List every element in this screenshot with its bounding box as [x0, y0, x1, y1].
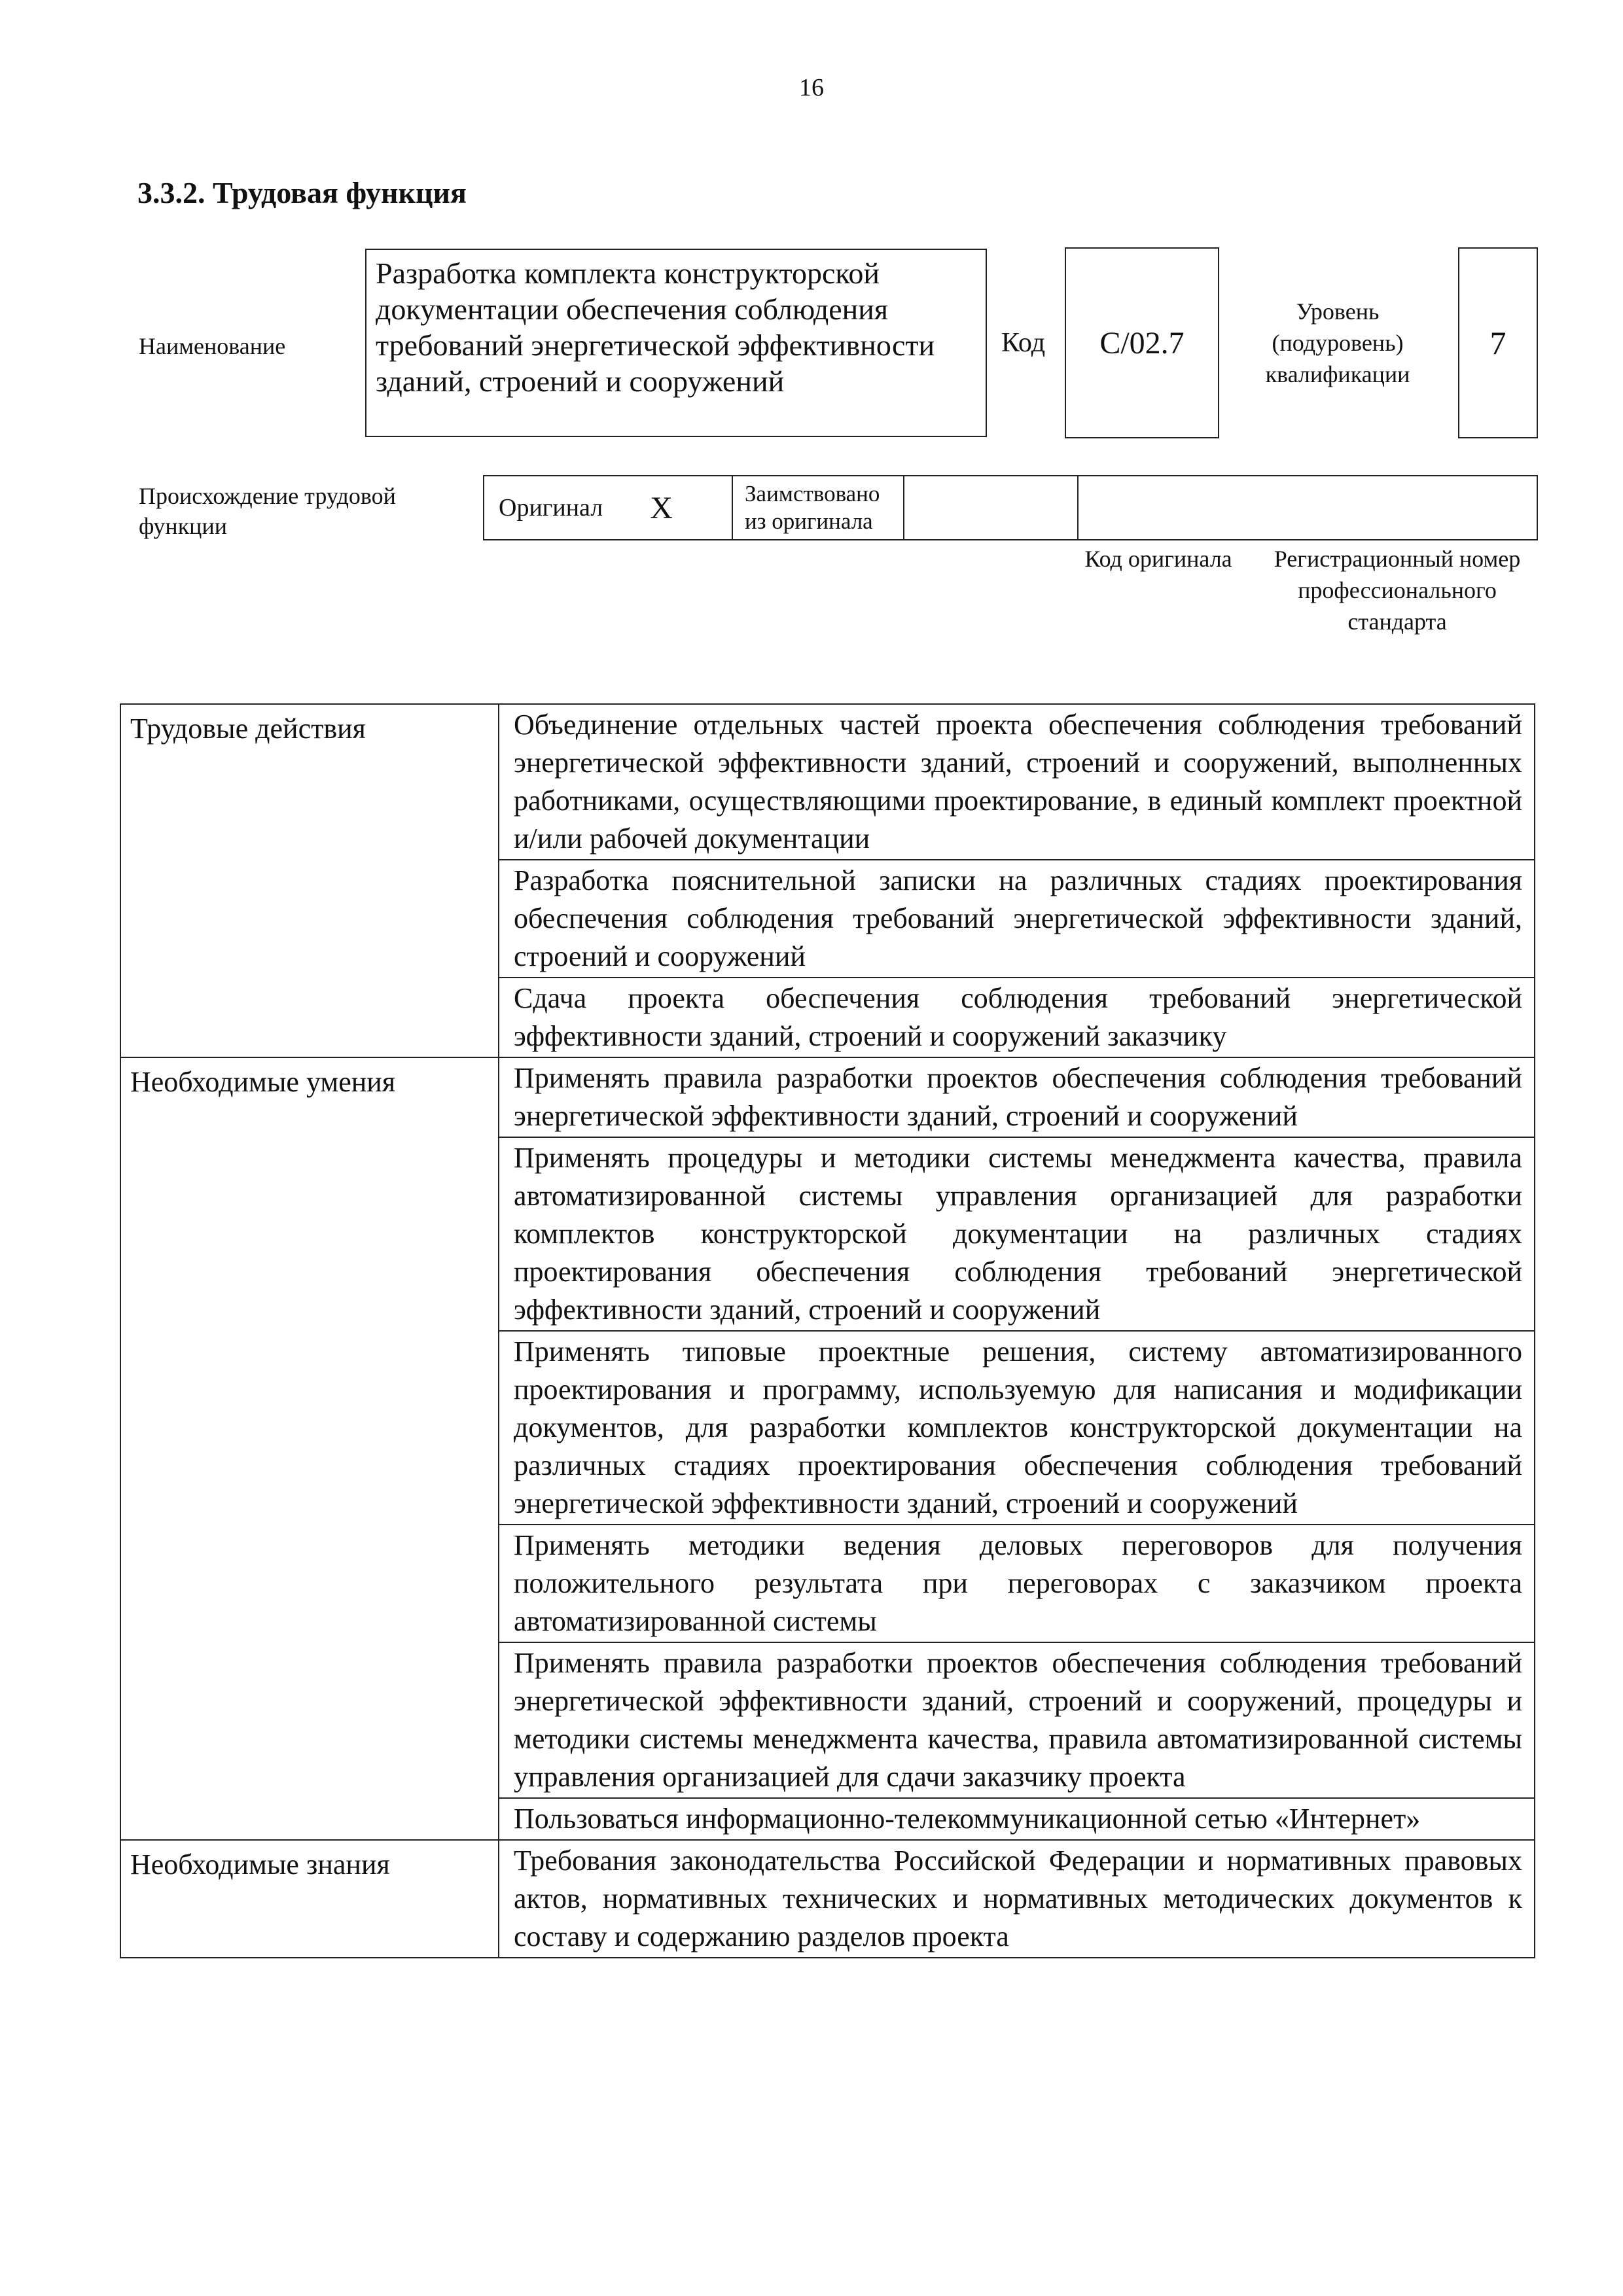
origin-borrowed-cell: Заимствовано из оригинала — [733, 476, 904, 539]
original-label: Оригинал — [499, 494, 603, 521]
name-label: Наименование — [139, 333, 286, 359]
section-item: Применять типовые проектные решения, систему автоматизированного проектирования и программу, используемую для написания и модификации документов, для разработки комплектов конструкторской документации на различных стадиях проектирования обеспечения соблюдения требований энергетической эффективности зданий, строений и сооружений — [499, 1331, 1535, 1525]
function-name-box: Разработка комплекта конструкторской документации обеспечения соблюдения требований энергетической эффективности зданий, строений и сооружений — [365, 249, 987, 437]
section-item: Применять правила разработки проектов обеспечения соблюдения требований энергетической эффективности зданий, строений и сооружений — [499, 1057, 1535, 1137]
section-item: Требования законодательства Российской Федерации и нормативных правовых актов, нормативных технических и нормативных методических документов к составу и содержанию разделов проекта — [499, 1840, 1535, 1958]
section-item: Применять методики ведения деловых переговоров для получения положительного результата при переговорах с заказчиком проекта автоматизированной системы — [499, 1525, 1535, 1642]
code-caption: Код оригинала — [1084, 546, 1232, 572]
section-item: Применять правила разработки проектов обеспечения соблюдения требований энергетической эффективности зданий, строений и сооружений, процедуры и методики системы менеджмента качества, правила автоматизированной системы управления организацией для сдачи заказчику проекта — [499, 1642, 1535, 1798]
section-item: Применять процедуры и методики системы менеджмента качества, правила автоматизированной системы управления организацией для разработки комплектов конструкторской документации на различных стадиях проектирования обеспечения соблюдения требований энергетической эффективности зданий, строений и сооружений — [499, 1137, 1535, 1331]
section-title-cell: Трудовые действия — [120, 704, 499, 1057]
section-title-cell: Необходимые умения — [120, 1057, 499, 1840]
section-item: Пользоваться информационно-телекоммуникационной сетью «Интернет» — [499, 1798, 1535, 1840]
section-item: Разработка пояснительной записки на различных стадиях проектирования обеспечения соблюдения требований энергетической эффективности зданий, строений и сооружений — [499, 860, 1535, 978]
section-item: Сдача проекта обеспечения соблюдения требований энергетической эффективности зданий, строений и сооружений заказчику — [499, 978, 1535, 1057]
page-number: 16 — [799, 74, 824, 101]
section-title-cell: Необходимые знания — [120, 1840, 499, 1958]
reg-caption: Регистрационный номер профессионального стандарта — [1274, 546, 1521, 635]
code-label: Код — [1001, 328, 1046, 358]
original-mark: X — [650, 490, 673, 525]
level-box: 7 — [1458, 247, 1538, 438]
table-row — [120, 1057, 1535, 1137]
origin-label: Происхождение трудовой функции — [139, 483, 396, 539]
code-box: C/02.7 — [1065, 247, 1219, 438]
origin-original-cell — [484, 476, 733, 539]
level-label: Уровень (подуровень) квалификации — [1265, 298, 1410, 387]
section-title: 3.3.2. Трудовая функция — [137, 176, 467, 209]
table-row — [120, 1840, 1535, 1958]
origin-table — [483, 475, 1538, 540]
origin-code-cell — [904, 476, 1079, 539]
section-item: Объединение отдельных частей проекта обеспечения соблюдения требований энергетической эффективности зданий, строений и сооружений, выполненных работниками, осуществляющими проектирование, в единый комплект проектной и/или рабочей документации — [499, 704, 1535, 860]
function-table — [120, 703, 1535, 1958]
table-row — [120, 704, 1535, 860]
